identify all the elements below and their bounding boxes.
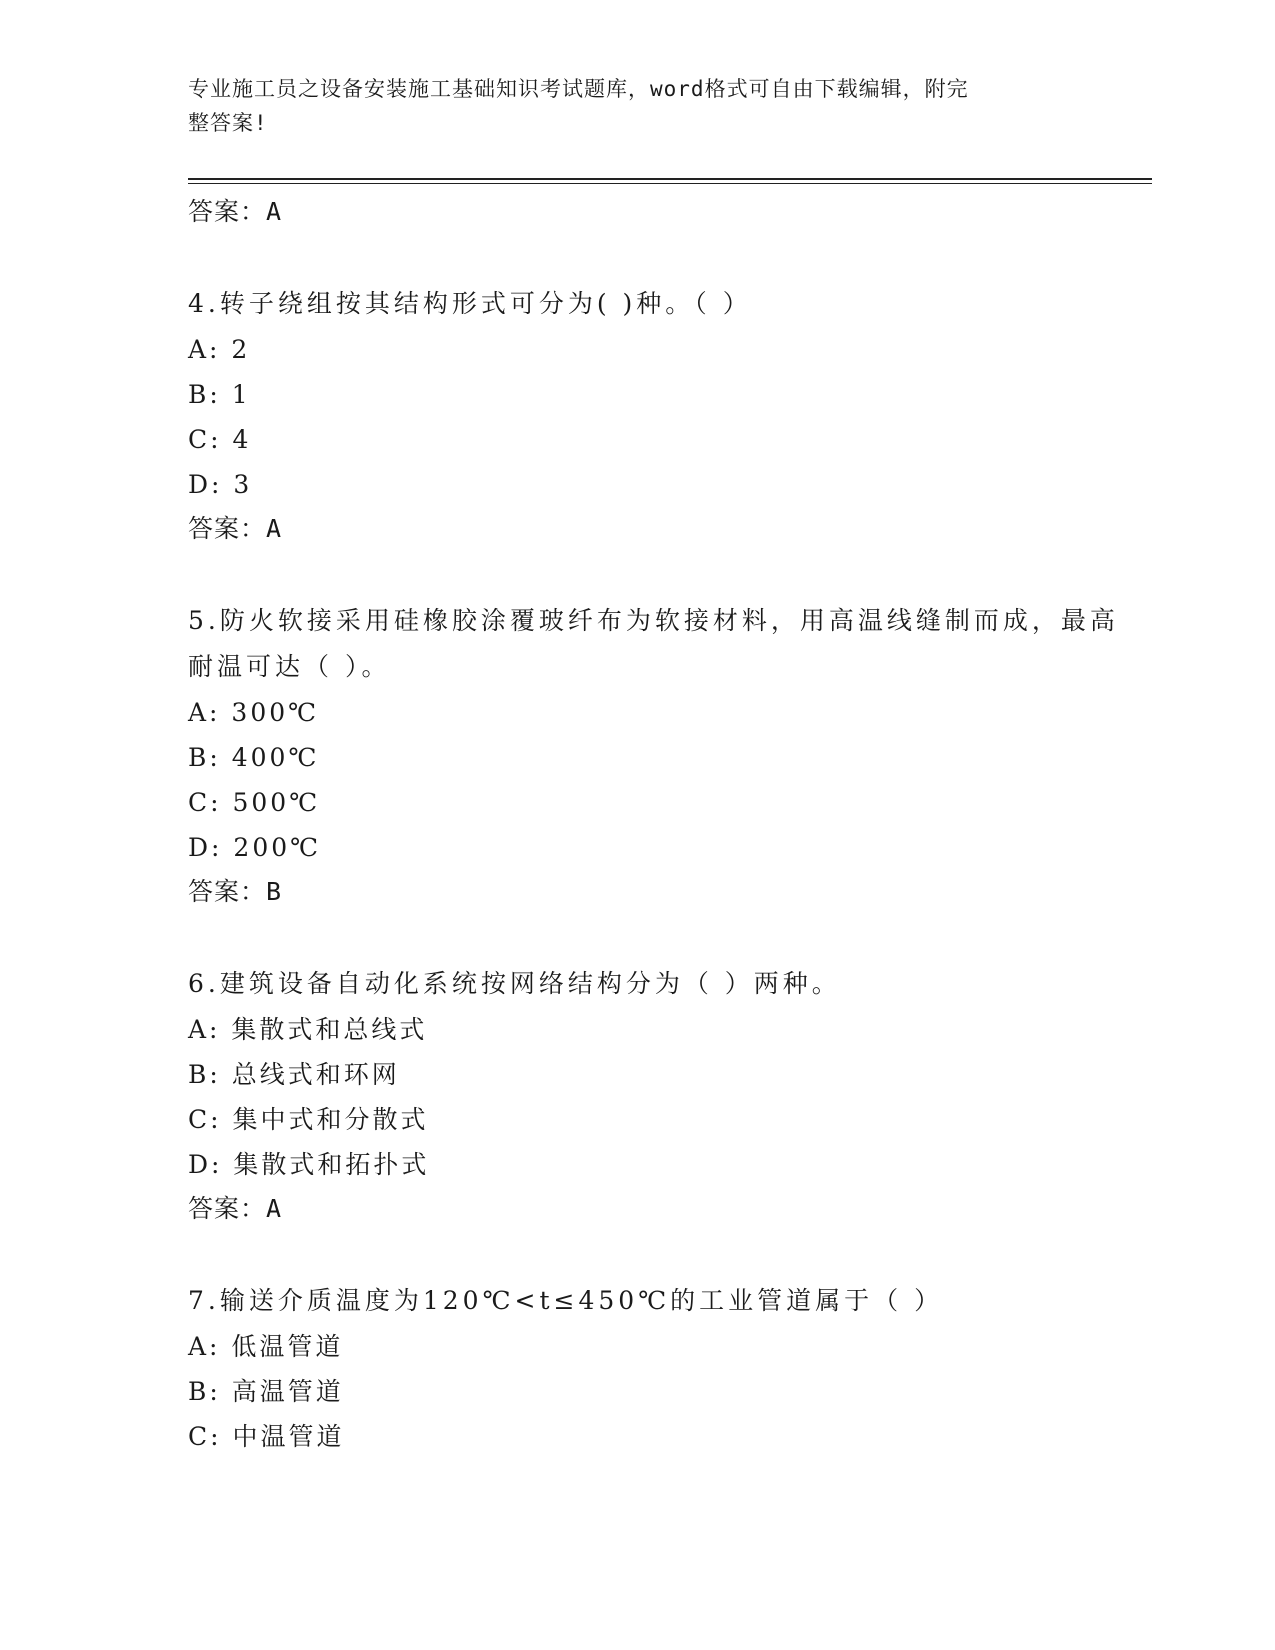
question-text: 7.输送介质温度为120℃<t≤450℃的工业管道属于（ ） (188, 1286, 944, 1315)
spacer (188, 914, 1128, 961)
option-b: B: 1 (188, 380, 251, 409)
spacer (188, 1231, 1128, 1278)
header-line-2: 整答案! (188, 111, 268, 135)
option-d: D: 3 (188, 470, 253, 499)
answer: 答案：B (188, 877, 283, 906)
question-6 (188, 961, 1128, 1231)
header-line-1: 专业施工员之设备安装施工基础知识考试题库，word格式可自由下载编辑，附完 (188, 77, 969, 101)
option-d: D: 集散式和拓扑式 (188, 1150, 430, 1179)
question-text: 6.建筑设备自动化系统按网络结构分为（ ）两种。 (188, 969, 841, 998)
question-7 (188, 1278, 1128, 1459)
answer: 答案：A (188, 514, 283, 543)
option-a: A: 集散式和总线式 (188, 1015, 428, 1044)
option-d: D: 200℃ (188, 833, 322, 862)
option-a: A: 300℃ (188, 698, 320, 727)
question-5 (188, 598, 1128, 914)
option-b: B: 高温管道 (188, 1377, 344, 1406)
header-divider (188, 178, 1152, 184)
option-c: C: 中温管道 (188, 1422, 345, 1451)
question-list (188, 190, 1128, 1459)
page-header (188, 72, 1068, 140)
option-c: C: 4 (188, 425, 252, 454)
question-text: 4.转子绕组按其结构形式可分为( )种。（ ） (188, 289, 752, 318)
spacer (188, 551, 1128, 598)
answer: 答案：A (188, 1194, 283, 1223)
question-4 (188, 281, 1128, 551)
option-b: B: 400℃ (188, 743, 320, 772)
option-c: C: 500℃ (188, 788, 321, 817)
option-b: B: 总线式和环网 (188, 1060, 400, 1089)
option-c: C: 集中式和分散式 (188, 1105, 429, 1134)
previous-answer: 答案：A (188, 197, 283, 226)
question-text: 5.防火软接采用硅橡胶涂覆玻纤布为软接材料，用高温线缝制而成，最高耐温可达（ ）。 (188, 606, 1119, 681)
spacer (188, 234, 1128, 281)
option-a: A: 2 (188, 335, 251, 364)
option-a: A: 低温管道 (188, 1332, 344, 1361)
